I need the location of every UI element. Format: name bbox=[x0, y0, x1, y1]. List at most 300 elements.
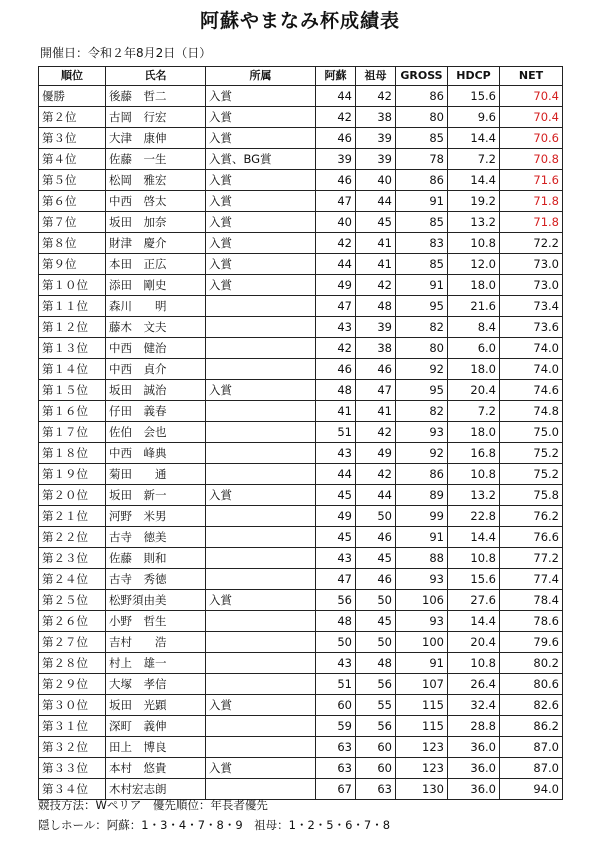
net-cell: 82.6 bbox=[500, 695, 563, 716]
affiliation-cell: 入賞 bbox=[206, 212, 316, 233]
gross-cell: 92 bbox=[396, 359, 448, 380]
table-row bbox=[39, 632, 563, 653]
table-row bbox=[39, 611, 563, 632]
gross-cell: 85 bbox=[396, 212, 448, 233]
sobo-score-cell: 56 bbox=[356, 716, 396, 737]
aso-score-cell: 39 bbox=[316, 149, 356, 170]
affiliation-cell bbox=[206, 401, 316, 422]
net-cell: 80.2 bbox=[500, 653, 563, 674]
sobo-score-cell: 56 bbox=[356, 674, 396, 695]
hdcp-cell: 20.4 bbox=[448, 632, 500, 653]
sobo-score-cell: 42 bbox=[356, 275, 396, 296]
name-cell: 本田 正広 bbox=[106, 254, 206, 275]
col-header-sobo: 祖母 bbox=[356, 67, 396, 86]
aso-score-cell: 46 bbox=[316, 128, 356, 149]
table-row bbox=[39, 170, 563, 191]
sobo-score-cell: 44 bbox=[356, 485, 396, 506]
name-cell: 松野須由美 bbox=[106, 590, 206, 611]
name-cell: 中西 貞介 bbox=[106, 359, 206, 380]
table-row bbox=[39, 653, 563, 674]
hdcp-cell: 6.0 bbox=[448, 338, 500, 359]
name-cell: 中西 健治 bbox=[106, 338, 206, 359]
net-cell: 73.0 bbox=[500, 275, 563, 296]
rank-cell: 第７位 bbox=[39, 212, 106, 233]
net-cell: 73.4 bbox=[500, 296, 563, 317]
hdcp-cell: 20.4 bbox=[448, 380, 500, 401]
affiliation-cell bbox=[206, 611, 316, 632]
rank-cell: 第４位 bbox=[39, 149, 106, 170]
aso-score-cell: 44 bbox=[316, 86, 356, 107]
sobo-score-cell: 38 bbox=[356, 338, 396, 359]
name-cell: 佐藤 則和 bbox=[106, 548, 206, 569]
sobo-score-cell: 50 bbox=[356, 632, 396, 653]
table-row bbox=[39, 212, 563, 233]
sobo-score-cell: 48 bbox=[356, 296, 396, 317]
gross-cell: 82 bbox=[396, 317, 448, 338]
name-cell: 佐藤 一生 bbox=[106, 149, 206, 170]
aso-score-cell: 43 bbox=[316, 317, 356, 338]
sobo-score-cell: 42 bbox=[356, 86, 396, 107]
aso-score-cell: 63 bbox=[316, 758, 356, 779]
aso-score-cell: 63 bbox=[316, 737, 356, 758]
hdcp-cell: 15.6 bbox=[448, 569, 500, 590]
name-cell: 古岡 行宏 bbox=[106, 107, 206, 128]
gross-cell: 86 bbox=[396, 464, 448, 485]
affiliation-cell bbox=[206, 317, 316, 338]
affiliation-cell bbox=[206, 674, 316, 695]
aso-score-cell: 45 bbox=[316, 485, 356, 506]
hdcp-cell: 32.4 bbox=[448, 695, 500, 716]
gross-cell: 93 bbox=[396, 422, 448, 443]
gross-cell: 91 bbox=[396, 275, 448, 296]
name-cell: 木村宏志朗 bbox=[106, 779, 206, 800]
name-cell: 菊田 通 bbox=[106, 464, 206, 485]
page-title: 阿蘇やまなみ杯成績表 bbox=[199, 10, 400, 32]
net-cell: 70.4 bbox=[500, 107, 563, 128]
affiliation-cell bbox=[206, 653, 316, 674]
affiliation-cell bbox=[206, 359, 316, 380]
rank-cell: 第２６位 bbox=[39, 611, 106, 632]
gross-cell: 91 bbox=[396, 191, 448, 212]
gross-cell: 130 bbox=[396, 779, 448, 800]
hdcp-cell: 14.4 bbox=[448, 170, 500, 191]
aso-score-cell: 43 bbox=[316, 443, 356, 464]
gross-cell: 86 bbox=[396, 86, 448, 107]
table-row bbox=[39, 338, 563, 359]
aso-score-cell: 46 bbox=[316, 359, 356, 380]
name-cell: 佐伯 会也 bbox=[106, 422, 206, 443]
aso-score-cell: 49 bbox=[316, 506, 356, 527]
col-header-affiliation: 所属 bbox=[206, 67, 316, 86]
rank-cell: 第３３位 bbox=[39, 758, 106, 779]
name-cell: 大津 康伸 bbox=[106, 128, 206, 149]
gross-cell: 99 bbox=[396, 506, 448, 527]
rank-cell: 第１６位 bbox=[39, 401, 106, 422]
affiliation-cell bbox=[206, 422, 316, 443]
hdcp-cell: 18.0 bbox=[448, 275, 500, 296]
net-cell: 87.0 bbox=[500, 758, 563, 779]
sobo-score-cell: 46 bbox=[356, 569, 396, 590]
net-cell: 78.6 bbox=[500, 611, 563, 632]
net-cell: 70.4 bbox=[500, 86, 563, 107]
net-cell: 74.8 bbox=[500, 401, 563, 422]
net-cell: 77.2 bbox=[500, 548, 563, 569]
aso-score-cell: 50 bbox=[316, 632, 356, 653]
gross-cell: 78 bbox=[396, 149, 448, 170]
affiliation-cell bbox=[206, 716, 316, 737]
net-cell: 75.2 bbox=[500, 464, 563, 485]
sobo-score-cell: 42 bbox=[356, 464, 396, 485]
table-row bbox=[39, 275, 563, 296]
net-cell: 76.2 bbox=[500, 506, 563, 527]
net-cell: 76.6 bbox=[500, 527, 563, 548]
table-row bbox=[39, 464, 563, 485]
aso-score-cell: 60 bbox=[316, 695, 356, 716]
net-cell: 73.0 bbox=[500, 254, 563, 275]
sobo-score-cell: 45 bbox=[356, 548, 396, 569]
rank-cell: 第１８位 bbox=[39, 443, 106, 464]
affiliation-cell bbox=[206, 548, 316, 569]
table-row bbox=[39, 380, 563, 401]
affiliation-cell bbox=[206, 506, 316, 527]
gross-cell: 123 bbox=[396, 758, 448, 779]
name-cell: 吉村 浩 bbox=[106, 632, 206, 653]
affiliation-cell bbox=[206, 569, 316, 590]
aso-score-cell: 48 bbox=[316, 380, 356, 401]
gross-cell: 95 bbox=[396, 380, 448, 401]
sobo-score-cell: 40 bbox=[356, 170, 396, 191]
net-cell: 87.0 bbox=[500, 737, 563, 758]
gross-cell: 88 bbox=[396, 548, 448, 569]
table-row bbox=[39, 254, 563, 275]
affiliation-cell: 入賞 bbox=[206, 590, 316, 611]
hdcp-cell: 7.2 bbox=[448, 149, 500, 170]
gross-cell: 123 bbox=[396, 737, 448, 758]
aso-score-cell: 46 bbox=[316, 170, 356, 191]
affiliation-cell: 入賞 bbox=[206, 107, 316, 128]
aso-score-cell: 43 bbox=[316, 653, 356, 674]
affiliation-cell bbox=[206, 737, 316, 758]
competition-method: 競技方法：Wペリア 優先順位：年長者優先 bbox=[38, 798, 268, 812]
aso-score-cell: 43 bbox=[316, 548, 356, 569]
aso-score-cell: 41 bbox=[316, 401, 356, 422]
name-cell: 森川 明 bbox=[106, 296, 206, 317]
aso-score-cell: 44 bbox=[316, 464, 356, 485]
table-row bbox=[39, 569, 563, 590]
rank-cell: 第６位 bbox=[39, 191, 106, 212]
col-header-name: 氏名 bbox=[106, 67, 206, 86]
hdcp-cell: 10.8 bbox=[448, 233, 500, 254]
sobo-score-cell: 47 bbox=[356, 380, 396, 401]
aso-score-cell: 47 bbox=[316, 191, 356, 212]
aso-score-cell: 59 bbox=[316, 716, 356, 737]
table-row bbox=[39, 359, 563, 380]
gross-cell: 91 bbox=[396, 527, 448, 548]
affiliation-cell: 入賞 bbox=[206, 758, 316, 779]
name-cell: 本村 悠貴 bbox=[106, 758, 206, 779]
net-cell: 78.4 bbox=[500, 590, 563, 611]
aso-score-cell: 44 bbox=[316, 254, 356, 275]
hdcp-cell: 36.0 bbox=[448, 758, 500, 779]
col-header-gross: GROSS bbox=[396, 67, 448, 86]
hdcp-cell: 13.2 bbox=[448, 212, 500, 233]
table-row bbox=[39, 233, 563, 254]
held-date: 開催日：令和２年8月2日（日） bbox=[40, 46, 212, 60]
rank-cell: 第２１位 bbox=[39, 506, 106, 527]
affiliation-cell: 入賞 bbox=[206, 86, 316, 107]
net-cell: 86.2 bbox=[500, 716, 563, 737]
net-cell: 80.6 bbox=[500, 674, 563, 695]
aso-score-cell: 47 bbox=[316, 569, 356, 590]
affiliation-cell: 入賞 bbox=[206, 254, 316, 275]
affiliation-cell: 入賞 bbox=[206, 191, 316, 212]
affiliation-cell: 入賞、BG賞 bbox=[206, 149, 316, 170]
gross-cell: 106 bbox=[396, 590, 448, 611]
rank-cell: 第１１位 bbox=[39, 296, 106, 317]
affiliation-cell: 入賞 bbox=[206, 380, 316, 401]
hdcp-cell: 18.0 bbox=[448, 422, 500, 443]
affiliation-cell bbox=[206, 443, 316, 464]
gross-cell: 92 bbox=[396, 443, 448, 464]
hdcp-cell: 8.4 bbox=[448, 317, 500, 338]
table-row bbox=[39, 485, 563, 506]
hidden-holes: 隠しホール：阿蘇：1・3・4・7・8・9 祖母：1・2・5・6・7・8 bbox=[38, 818, 391, 832]
aso-score-cell: 47 bbox=[316, 296, 356, 317]
rank-cell: 第３２位 bbox=[39, 737, 106, 758]
name-cell: 河野 米男 bbox=[106, 506, 206, 527]
rank-cell: 第３０位 bbox=[39, 695, 106, 716]
col-header-net: NET bbox=[500, 67, 563, 86]
sobo-score-cell: 60 bbox=[356, 758, 396, 779]
affiliation-cell: 入賞 bbox=[206, 170, 316, 191]
name-cell: 坂田 誠治 bbox=[106, 380, 206, 401]
aso-score-cell: 42 bbox=[316, 107, 356, 128]
col-header-hdcp: HDCP bbox=[448, 67, 500, 86]
hdcp-cell: 15.6 bbox=[448, 86, 500, 107]
table-row bbox=[39, 149, 563, 170]
sobo-score-cell: 55 bbox=[356, 695, 396, 716]
sobo-score-cell: 41 bbox=[356, 233, 396, 254]
hdcp-cell: 36.0 bbox=[448, 779, 500, 800]
hdcp-cell: 10.8 bbox=[448, 653, 500, 674]
table-row bbox=[39, 758, 563, 779]
sobo-score-cell: 63 bbox=[356, 779, 396, 800]
table-row bbox=[39, 695, 563, 716]
sobo-score-cell: 39 bbox=[356, 317, 396, 338]
rank-cell: 第１４位 bbox=[39, 359, 106, 380]
net-cell: 94.0 bbox=[500, 779, 563, 800]
table-row bbox=[39, 296, 563, 317]
rank-cell: 第３１位 bbox=[39, 716, 106, 737]
table-row bbox=[39, 191, 563, 212]
results-table bbox=[38, 66, 563, 800]
rank-cell: 優勝 bbox=[39, 86, 106, 107]
aso-score-cell: 40 bbox=[316, 212, 356, 233]
sobo-score-cell: 38 bbox=[356, 107, 396, 128]
aso-score-cell: 42 bbox=[316, 338, 356, 359]
sobo-score-cell: 42 bbox=[356, 422, 396, 443]
rank-cell: 第１７位 bbox=[39, 422, 106, 443]
affiliation-cell: 入賞 bbox=[206, 485, 316, 506]
net-cell: 74.6 bbox=[500, 380, 563, 401]
affiliation-cell bbox=[206, 296, 316, 317]
net-cell: 71.8 bbox=[500, 191, 563, 212]
rank-cell: 第２３位 bbox=[39, 548, 106, 569]
table-row bbox=[39, 401, 563, 422]
sobo-score-cell: 39 bbox=[356, 149, 396, 170]
gross-cell: 107 bbox=[396, 674, 448, 695]
aso-score-cell: 48 bbox=[316, 611, 356, 632]
aso-score-cell: 56 bbox=[316, 590, 356, 611]
affiliation-cell: 入賞 bbox=[206, 275, 316, 296]
rank-cell: 第９位 bbox=[39, 254, 106, 275]
hdcp-cell: 27.6 bbox=[448, 590, 500, 611]
hdcp-cell: 14.4 bbox=[448, 527, 500, 548]
hdcp-cell: 13.2 bbox=[448, 485, 500, 506]
hdcp-cell: 14.4 bbox=[448, 611, 500, 632]
affiliation-cell bbox=[206, 527, 316, 548]
aso-score-cell: 67 bbox=[316, 779, 356, 800]
sobo-score-cell: 45 bbox=[356, 212, 396, 233]
gross-cell: 95 bbox=[396, 296, 448, 317]
table-row bbox=[39, 548, 563, 569]
gross-cell: 83 bbox=[396, 233, 448, 254]
rank-cell: 第２０位 bbox=[39, 485, 106, 506]
sobo-score-cell: 48 bbox=[356, 653, 396, 674]
aso-score-cell: 42 bbox=[316, 233, 356, 254]
name-cell: 坂田 新一 bbox=[106, 485, 206, 506]
hdcp-cell: 10.8 bbox=[448, 464, 500, 485]
sobo-score-cell: 44 bbox=[356, 191, 396, 212]
gross-cell: 93 bbox=[396, 611, 448, 632]
sobo-score-cell: 46 bbox=[356, 527, 396, 548]
hdcp-cell: 14.4 bbox=[448, 128, 500, 149]
table-row bbox=[39, 317, 563, 338]
sobo-score-cell: 41 bbox=[356, 254, 396, 275]
gross-cell: 80 bbox=[396, 338, 448, 359]
name-cell: 深町 義伸 bbox=[106, 716, 206, 737]
rank-cell: 第１０位 bbox=[39, 275, 106, 296]
hdcp-cell: 12.0 bbox=[448, 254, 500, 275]
rank-cell: 第２２位 bbox=[39, 527, 106, 548]
hdcp-cell: 19.2 bbox=[448, 191, 500, 212]
hdcp-cell: 28.8 bbox=[448, 716, 500, 737]
name-cell: 田上 博良 bbox=[106, 737, 206, 758]
rank-cell: 第２５位 bbox=[39, 590, 106, 611]
affiliation-cell bbox=[206, 338, 316, 359]
rank-cell: 第５位 bbox=[39, 170, 106, 191]
table-row bbox=[39, 737, 563, 758]
net-cell: 75.2 bbox=[500, 443, 563, 464]
name-cell: 仔田 義春 bbox=[106, 401, 206, 422]
sobo-score-cell: 39 bbox=[356, 128, 396, 149]
name-cell: 添田 剛史 bbox=[106, 275, 206, 296]
rank-cell: 第２９位 bbox=[39, 674, 106, 695]
net-cell: 70.8 bbox=[500, 149, 563, 170]
net-cell: 72.2 bbox=[500, 233, 563, 254]
hdcp-cell: 10.8 bbox=[448, 548, 500, 569]
name-cell: 古寺 秀徳 bbox=[106, 569, 206, 590]
gross-cell: 85 bbox=[396, 128, 448, 149]
name-cell: 坂田 加奈 bbox=[106, 212, 206, 233]
col-header-rank: 順位 bbox=[39, 67, 106, 86]
sobo-score-cell: 60 bbox=[356, 737, 396, 758]
net-cell: 79.6 bbox=[500, 632, 563, 653]
rank-cell: 第２位 bbox=[39, 107, 106, 128]
name-cell: 村上 雄一 bbox=[106, 653, 206, 674]
affiliation-cell: 入賞 bbox=[206, 128, 316, 149]
hdcp-cell: 18.0 bbox=[448, 359, 500, 380]
table-row bbox=[39, 107, 563, 128]
aso-score-cell: 49 bbox=[316, 275, 356, 296]
net-cell: 71.8 bbox=[500, 212, 563, 233]
hdcp-cell: 26.4 bbox=[448, 674, 500, 695]
table-row bbox=[39, 506, 563, 527]
net-cell: 75.0 bbox=[500, 422, 563, 443]
rank-cell: 第１５位 bbox=[39, 380, 106, 401]
hdcp-cell: 36.0 bbox=[448, 737, 500, 758]
name-cell: 坂田 光顕 bbox=[106, 695, 206, 716]
net-cell: 71.6 bbox=[500, 170, 563, 191]
rank-cell: 第２４位 bbox=[39, 569, 106, 590]
rank-cell: 第１３位 bbox=[39, 338, 106, 359]
sobo-score-cell: 49 bbox=[356, 443, 396, 464]
table-row bbox=[39, 674, 563, 695]
net-cell: 74.0 bbox=[500, 338, 563, 359]
hdcp-cell: 22.8 bbox=[448, 506, 500, 527]
rank-cell: 第１９位 bbox=[39, 464, 106, 485]
aso-score-cell: 45 bbox=[316, 527, 356, 548]
table-row bbox=[39, 422, 563, 443]
gross-cell: 100 bbox=[396, 632, 448, 653]
gross-cell: 115 bbox=[396, 716, 448, 737]
name-cell: 後藤 哲二 bbox=[106, 86, 206, 107]
rank-cell: 第２７位 bbox=[39, 632, 106, 653]
sobo-score-cell: 50 bbox=[356, 590, 396, 611]
rank-cell: 第１２位 bbox=[39, 317, 106, 338]
name-cell: 中西 啓太 bbox=[106, 191, 206, 212]
aso-score-cell: 51 bbox=[316, 422, 356, 443]
net-cell: 75.8 bbox=[500, 485, 563, 506]
table-row bbox=[39, 716, 563, 737]
net-cell: 70.6 bbox=[500, 128, 563, 149]
hdcp-cell: 16.8 bbox=[448, 443, 500, 464]
affiliation-cell: 入賞 bbox=[206, 233, 316, 254]
rank-cell: 第３位 bbox=[39, 128, 106, 149]
name-cell: 藤木 文夫 bbox=[106, 317, 206, 338]
table-row bbox=[39, 86, 563, 107]
affiliation-cell bbox=[206, 632, 316, 653]
table-row bbox=[39, 128, 563, 149]
gross-cell: 86 bbox=[396, 170, 448, 191]
rank-cell: 第８位 bbox=[39, 233, 106, 254]
hdcp-cell: 9.6 bbox=[448, 107, 500, 128]
name-cell: 財津 慶介 bbox=[106, 233, 206, 254]
gross-cell: 89 bbox=[396, 485, 448, 506]
hdcp-cell: 7.2 bbox=[448, 401, 500, 422]
table-row bbox=[39, 527, 563, 548]
rank-cell: 第２８位 bbox=[39, 653, 106, 674]
table-row bbox=[39, 590, 563, 611]
gross-cell: 93 bbox=[396, 569, 448, 590]
net-cell: 77.4 bbox=[500, 569, 563, 590]
gross-cell: 91 bbox=[396, 653, 448, 674]
affiliation-cell: 入賞 bbox=[206, 695, 316, 716]
name-cell: 古寺 徳美 bbox=[106, 527, 206, 548]
net-cell: 73.6 bbox=[500, 317, 563, 338]
sobo-score-cell: 45 bbox=[356, 611, 396, 632]
sobo-score-cell: 46 bbox=[356, 359, 396, 380]
